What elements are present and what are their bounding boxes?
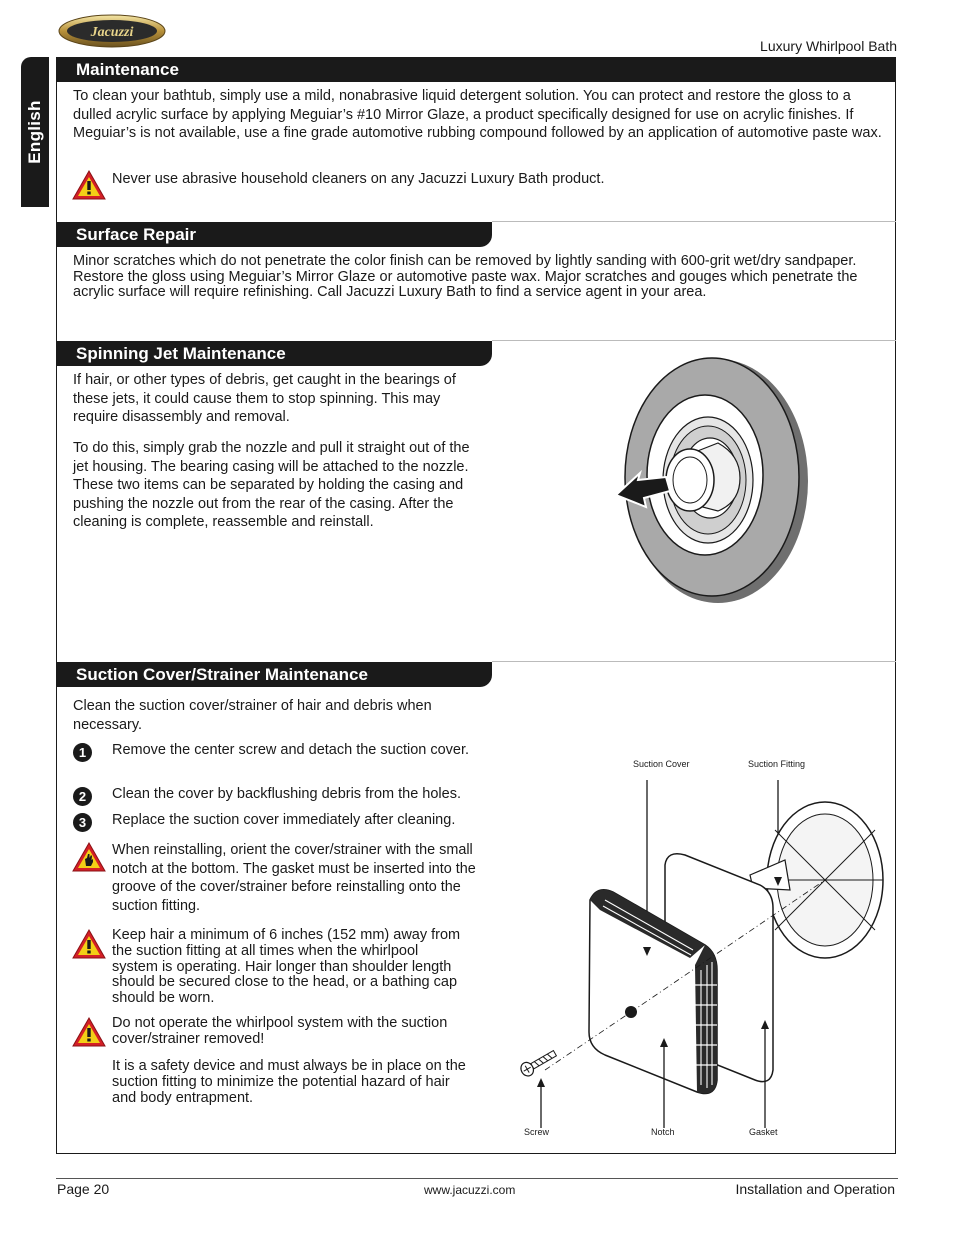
- label-suction-cover: Suction Cover: [633, 759, 690, 769]
- document-title: Luxury Whirlpool Bath: [760, 38, 897, 54]
- step-text: Remove the center screw and detach the suction cover.: [112, 742, 470, 758]
- language-tab: [21, 57, 49, 207]
- page-number: Page 20: [57, 1181, 110, 1197]
- surface-repair-body: Minor scratches which do not penetrate the color finish can be removed by lightly sanding with 600-grit wet/dry sandpaper. Restore the gloss using Meguiar’s Mirror Glaze or automotive paste wax. Major scratches and gouges which penetrate the acrylic surface will require refinishing. Call Jacuzzi Luxury Bath to find a service agent in your area.: [73, 253, 858, 300]
- safety-warning: It is a safety device and must always be in place on the suction fitting to minimize the potential hazard of hair and body entrapment.: [112, 1058, 466, 1106]
- maintenance-body: To clean your bathtub, simply use a mild, nonabrasive liquid detergent solution. You can protect and restore the gloss to a dulled acrylic surface by applying Meguiar’s #10 Mirror Glaze, a product specifically designed for use on acrylic finishes. If Meguiar’s is not available, use a fine grade automotive rubbing compound followed by an application of automotive paste wax.: [73, 88, 882, 141]
- reinstall-note: When reinstalling, orient the cover/strainer with the small notch at the bottom. The gasket must be inserted into the groove of the cover/strainer before reinstalling onto the suction fitting.: [112, 842, 476, 914]
- footer-website: www.jacuzzi.com: [424, 1183, 516, 1197]
- label-gasket: Gasket: [749, 1127, 778, 1137]
- section-heading-maintenance: Maintenance: [56, 57, 896, 82]
- suction-cover-diagram: [505, 750, 895, 1145]
- language-label: English: [25, 100, 44, 164]
- operate-warning: Do not operate the whirlpool system with the suction cover/strainer removed!: [112, 1015, 448, 1047]
- spinning-jet-para1: If hair, or other types of debris, get caught in the bearings of these jets, it could cause them to stop spinning. This may require disassembly and removal.: [73, 372, 456, 425]
- jacuzzi-logo: [58, 14, 166, 48]
- spinning-jet-para2: To do this, simply grab the nozzle and pull it straight out of the jet housing. The bearing casing will be attached to the nozzle. These two items can be separated by holding the casing and pushing the nozzle out from the rear of the casing. After the cleaning is complete, reassemble and reinstall.: [73, 440, 470, 530]
- step-text: Replace the suction cover immediately after cleaning.: [112, 812, 456, 828]
- section-heading-suction-cover: Suction Cover/Strainer Maintenance: [56, 662, 492, 687]
- warning-icon: [72, 1017, 106, 1047]
- label-screw: Screw: [524, 1127, 550, 1137]
- step-number: 3: [73, 813, 92, 832]
- label-notch: Notch: [651, 1127, 675, 1137]
- warning-icon: [72, 929, 106, 959]
- step-number: 1: [73, 743, 92, 762]
- section-heading-surface-repair: Surface Repair: [56, 222, 492, 247]
- section-divider: [492, 221, 896, 222]
- label-suction-fitting: Suction Fitting: [748, 759, 806, 769]
- svg-text:Jacuzzi: Jacuzzi: [90, 25, 134, 40]
- step-number: 2: [73, 787, 92, 806]
- maintenance-warning: Never use abrasive household cleaners on any Jacuzzi Luxury Bath product.: [112, 171, 605, 187]
- hair-warning: Keep hair a minimum of 6 inches (152 mm) away from the suction fitting at all times when the whirlpool system is operating. Hair longer than shoulder length should be secured close to the head, or a bathing cap should be worn.: [112, 927, 461, 1007]
- section-divider: [492, 661, 896, 662]
- warning-icon: [72, 170, 106, 200]
- section-divider: [492, 340, 896, 341]
- footer-manual-title: Installation and Operation: [735, 1181, 895, 1197]
- step-text: Clean the cover by backflushing debris from the holes.: [112, 786, 461, 802]
- section-heading-spinning-jet: Spinning Jet Maintenance: [56, 341, 492, 366]
- spinning-jet-illustration: [600, 355, 830, 610]
- caution-hand-icon: [72, 842, 106, 872]
- footer-rule: [56, 1178, 898, 1179]
- suction-cover-intro: Clean the suction cover/strainer of hair and debris when necessary.: [73, 698, 432, 733]
